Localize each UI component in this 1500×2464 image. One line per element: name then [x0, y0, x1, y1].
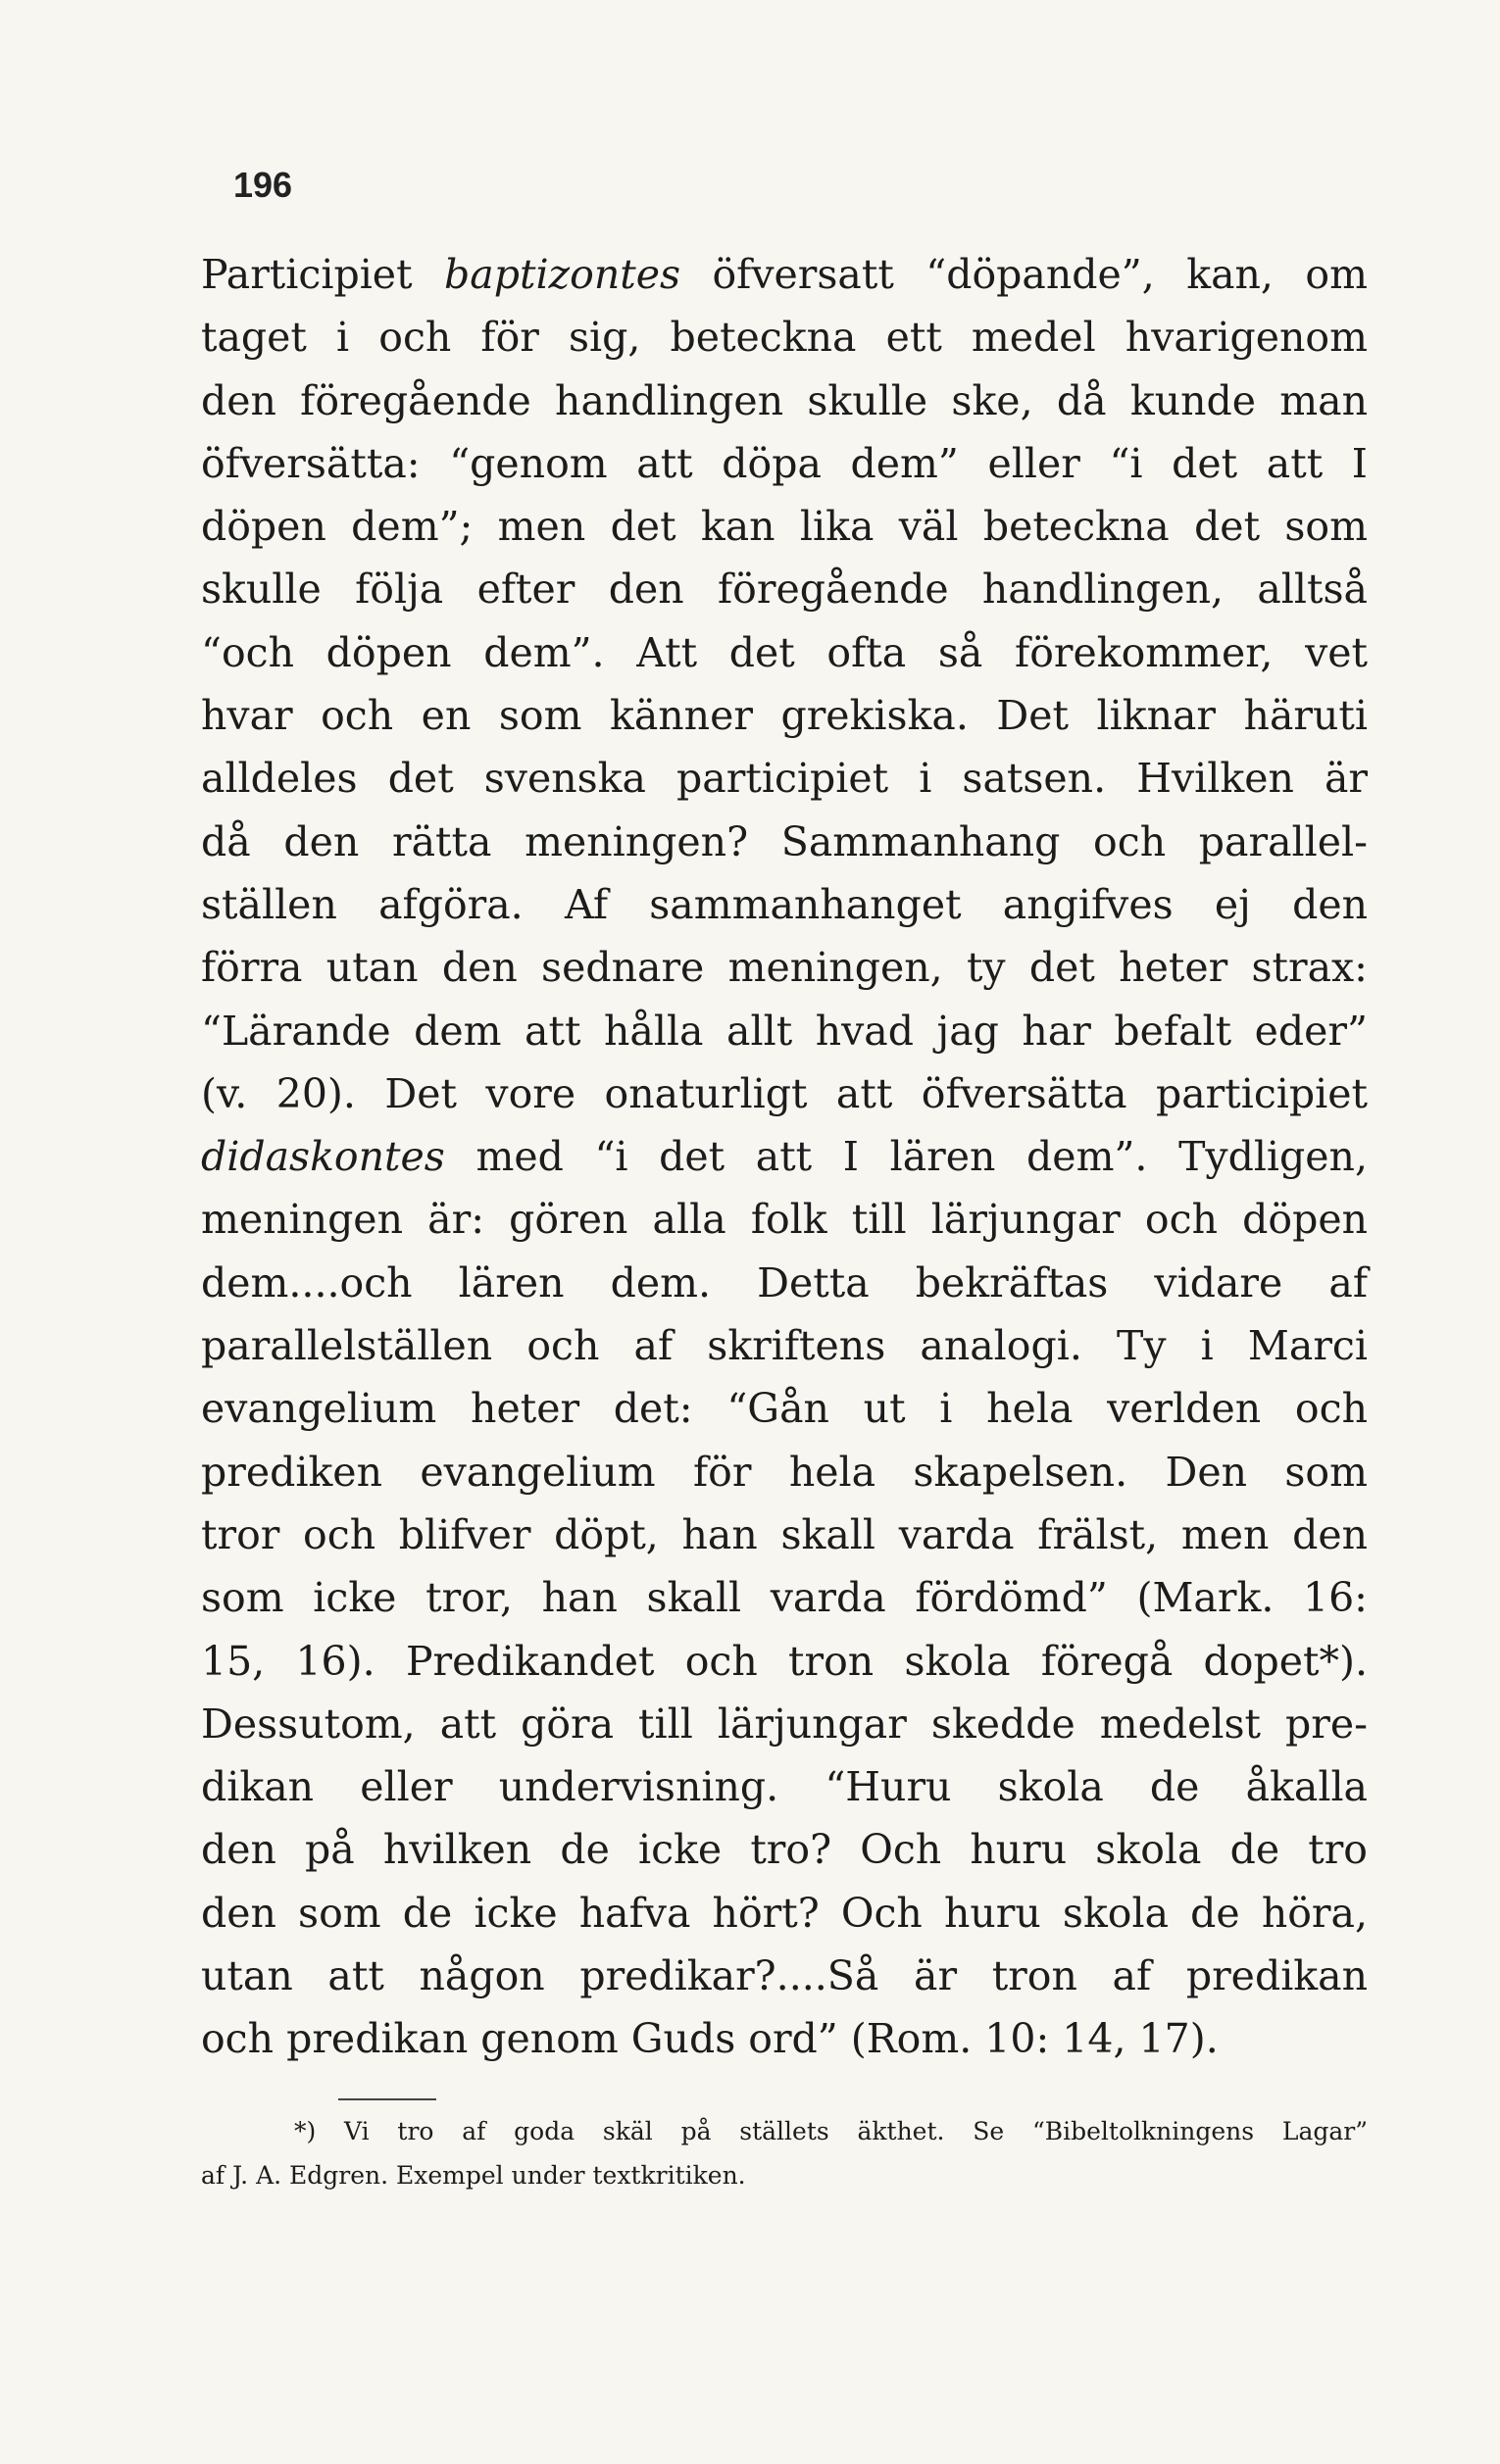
text-line	[201, 1125, 1368, 1188]
text-line: som icke tror, han skall varda fördömd” (Mark. 16:	[201, 1574, 1368, 1622]
text-line: alldeles det svenska participiet i satsen. Hvilken är	[201, 755, 1368, 803]
text-line: då den rätta meningen? Sammanhang och parallel-	[201, 817, 1368, 865]
text-line: evangelium heter det: “Gån ut i hela verlden och	[201, 1385, 1368, 1433]
text-line: “Lärande dem att hålla allt hvad jag har befalt eder”	[201, 1007, 1368, 1055]
text-span: Participiet	[201, 251, 445, 298]
text-line: öfversätta: “genom att döpa dem” eller “i det att I	[201, 439, 1368, 487]
text-line: den föregående handlingen skulle ske, då kunde man	[201, 376, 1368, 424]
text-line: den som de icke hafva hört? Och huru skola de höra,	[201, 1889, 1368, 1937]
text-line: den på hvilken de icke tro? Och huru skola de tro	[201, 1826, 1368, 1874]
footnote-line: af J. A. Edgren. Exempel under textkritiken.	[201, 2161, 746, 2190]
text-line: “och döpen dem”. Att det ofta så förekommer, vet	[201, 628, 1368, 676]
text-line: hvar och en som känner grekiska. Det liknar häruti	[201, 692, 1368, 740]
text-line: taget i och för sig, beteckna ett medel hvarigenom	[201, 314, 1368, 362]
body-text	[201, 243, 1368, 2071]
text-line: prediken evangelium för hela skapelsen. Den som	[201, 1448, 1368, 1496]
text-line: ställen afgöra. Af sammanhanget angifves ej den	[201, 880, 1368, 928]
text-line: skulle följa efter den föregående handlingen, alltså	[201, 566, 1368, 614]
text-line: Dessutom, att göra till lärjungar skedde medelst pre-	[201, 1700, 1368, 1748]
text-line: och predikan genom Guds ord” (Rom. 10: 14, 17).	[201, 2015, 1219, 2063]
page-number: 196	[233, 165, 293, 205]
text-line: 15, 16). Predikandet och tron skola föregå dopet*).	[201, 1637, 1368, 1685]
text-span: med “i det att I lären dem”. Tydligen,	[444, 1133, 1368, 1181]
text-line: dem....och lären dem. Detta bekräftas vidare af	[201, 1258, 1368, 1306]
text-line: förra utan den sednare meningen, ty det heter strax:	[201, 944, 1368, 992]
footnote	[201, 2109, 1368, 2197]
text-line: parallelställen och af skriftens analogi. Ty i Marci	[201, 1322, 1368, 1370]
text-line: dikan eller undervisning. “Huru skola de åkalla	[201, 1763, 1368, 1811]
italic-term: didaskontes	[201, 1133, 445, 1181]
text-line: tror och blifver döpt, han skall varda frälst, men den	[201, 1510, 1368, 1558]
text-line: döpen dem”; men det kan lika väl beteckna det som	[201, 503, 1368, 551]
italic-term: baptizontes	[444, 251, 681, 298]
footnote-line: *) Vi tro af goda skäl på ställets äkthet. Se “Bibeltolkningens Lagar”	[294, 2117, 1368, 2145]
text-line	[201, 243, 1368, 306]
text-span: öfversatt “döpande”, kan, om	[680, 251, 1368, 298]
text-line: (v. 20). Det vore onaturligt att öfversätta participiet	[201, 1069, 1368, 1117]
footnote-divider	[338, 2098, 436, 2100]
text-line: utan att någon predikar?....Så är tron af predikan	[201, 1952, 1368, 2000]
text-line: meningen är: gören alla folk till lärjungar och döpen	[201, 1196, 1368, 1244]
